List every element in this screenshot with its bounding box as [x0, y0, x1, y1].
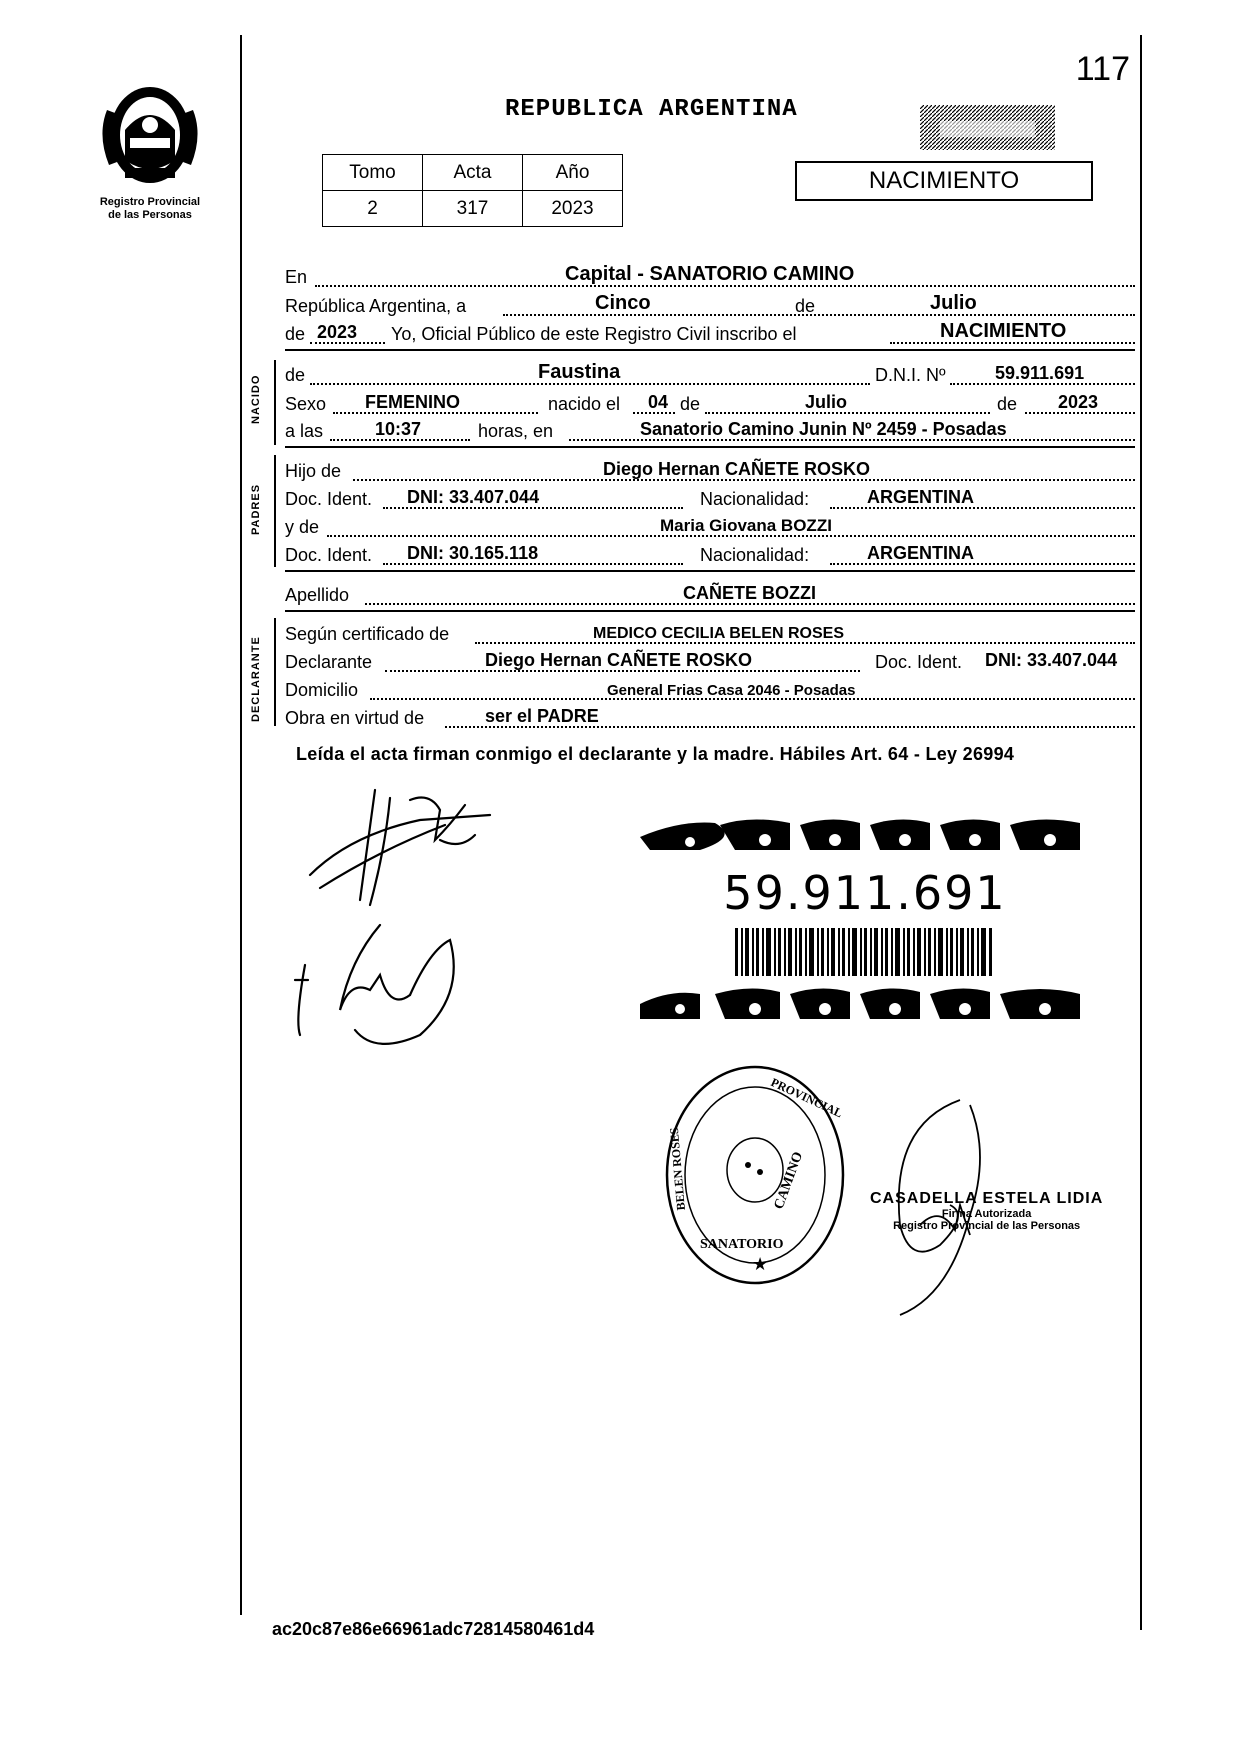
nacido-bracket [274, 360, 276, 445]
birth-de2-label: de [997, 394, 1018, 414]
father-name: Diego Hernan CAÑETE ROSKO [603, 459, 871, 479]
padres-bracket [274, 455, 276, 567]
padres-row-father [285, 456, 1135, 484]
oficial-text: Yo, Oficial Público de este Registro Civil inscribo el [391, 324, 797, 344]
nacido-row-time [285, 416, 1135, 444]
svg-text:BELEN ROSES: BELEN ROSES [666, 1127, 688, 1211]
table-value-acta: 317 [423, 191, 523, 227]
declarante-doc: DNI: 33.407.044 [985, 650, 1118, 670]
father-doc-label: Doc. Ident. [285, 489, 373, 509]
obra-label: Obra en virtud de [285, 708, 425, 728]
table-header-tomo: Tomo [323, 155, 423, 191]
signer-org: Registro Provincial de las Personas [893, 1220, 1081, 1232]
section-divider [285, 570, 1135, 572]
oficial-de-label: de [285, 324, 306, 344]
declarante-value: Diego Hernan CAÑETE ROSKO [485, 650, 753, 670]
birth-place: Sanatorio Camino Junin Nº 2459 - Posadas [640, 419, 1007, 439]
signer-name: CASADELLA ESTELA LIDIA [870, 1190, 1104, 1207]
table-value-ano: 2023 [523, 191, 623, 227]
table-header-acta: Acta [423, 155, 523, 191]
hijo-de-label: Hijo de [285, 461, 342, 481]
right-margin-rule [1140, 35, 1142, 1630]
guilloche-top-icon [640, 815, 1090, 855]
republica-label: República Argentina, a [285, 296, 467, 316]
declarante-bracket [274, 618, 276, 726]
mother-doc-label: Doc. Ident. [285, 545, 373, 565]
mother-nac-label: Nacionalidad: [700, 545, 810, 565]
declarante-row-name [285, 647, 1135, 675]
nacido-row-sexo [285, 389, 1135, 417]
declarante-doc-label: Doc. Ident. [875, 652, 963, 672]
svg-text:★: ★ [752, 1254, 769, 1275]
official-seal-icon [660, 1060, 850, 1290]
document-hash: ac20c87e86e66961adc72814580461d4 [272, 1619, 595, 1639]
a-las-label: a las [285, 421, 324, 441]
father-nationality: ARGENTINA [867, 487, 974, 507]
security-stamp [920, 105, 1055, 150]
cert-value: MEDICO CECILIA BELEN ROSES [593, 625, 844, 642]
apellido-row [285, 580, 1135, 608]
cert-label: Según certificado de [285, 624, 450, 644]
birth-time: 10:37 [375, 419, 422, 439]
declarante-section-label: DECLARANTE [250, 636, 262, 722]
nacido-row-name [285, 360, 1135, 388]
form-row-republica [285, 291, 1135, 319]
republica-day: Cinco [595, 292, 651, 314]
apellido-value: CAÑETE BOZZI [683, 583, 816, 603]
section-divider [285, 349, 1135, 351]
declarante-row-cert [285, 619, 1135, 647]
en-label: En [285, 267, 308, 287]
signatures [290, 780, 550, 1070]
apellido-label: Apellido [285, 585, 350, 605]
left-margin-rule [240, 35, 242, 1615]
dni-number: 59.911.691 [723, 866, 1007, 920]
signer-block [870, 1190, 1103, 1232]
record-type-box: NACIMIENTO [795, 161, 1093, 201]
province-coat-of-arms-icon [95, 80, 205, 190]
declarante-row-obra [285, 703, 1135, 731]
page-number: 117 [1075, 50, 1130, 88]
country-title: REPUBLICA ARGENTINA [505, 96, 798, 123]
child-dni: 59.911.691 [995, 363, 1085, 383]
birth-month: Julio [805, 392, 848, 412]
republica-month: Julio [930, 292, 977, 314]
dni-label: D.N.I. Nº [875, 365, 946, 385]
table-value-tomo: 2 [323, 191, 423, 227]
nacido-de-label: de [285, 365, 306, 385]
padres-section-label: PADRES [250, 483, 262, 535]
registry-logo [85, 80, 215, 222]
nacido-section-label: NACIDO [250, 374, 262, 424]
padres-row-mother [285, 512, 1135, 540]
horas-label: horas, en [478, 421, 554, 441]
signer-role: Firma Autorizada [941, 1208, 1032, 1220]
birth-day: 04 [648, 392, 669, 412]
child-name: Faustina [538, 361, 621, 383]
sexo-label: Sexo [285, 394, 327, 414]
closing-statement: Leída el acta firman conmigo el declarante y la madre. Hábiles Art. 64 - Ley 26994 [296, 744, 1015, 764]
obra-value: ser el PADRE [485, 706, 599, 726]
nacido-el-label: nacido el [548, 394, 621, 414]
table-header-ano: Año [523, 155, 623, 191]
oficial-year: 2023 [317, 322, 358, 342]
birth-de-label: de [680, 394, 701, 414]
en-value: Capital - SANATORIO CAMINO [565, 263, 855, 285]
logo-caption-line2: de las Personas [108, 209, 192, 221]
guilloche-bottom-icon [640, 984, 1090, 1024]
record-table [322, 154, 623, 227]
inscribo-value: NACIMIENTO [940, 320, 1067, 342]
republica-de-label: de [795, 296, 816, 316]
padres-row-mother-doc [285, 540, 1135, 568]
dni-security-block [640, 815, 1090, 1024]
father-nac-label: Nacionalidad: [700, 489, 810, 509]
barcode-icon [735, 928, 995, 976]
logo-caption-line1: Registro Provincial [99, 196, 201, 208]
form-row-en [285, 262, 1135, 290]
mother-name: Maria Giovana BOZZI [660, 516, 832, 535]
father-doc: DNI: 33.407.044 [407, 487, 540, 507]
svg-text:PROVINCIAL: PROVINCIAL [768, 1075, 845, 1121]
section-divider [285, 610, 1135, 612]
mother-nationality: ARGENTINA [867, 543, 974, 563]
domicilio-value: General Frias Casa 2046 - Posadas [607, 682, 856, 699]
svg-text:CAMINO: CAMINO [771, 1149, 807, 1212]
declarante-row-domicilio [285, 675, 1135, 703]
mother-doc: DNI: 30.165.118 [407, 543, 539, 563]
declarante-label: Declarante [285, 652, 373, 672]
sexo-value: FEMENINO [365, 392, 461, 412]
section-divider [285, 446, 1135, 448]
birth-year: 2023 [1058, 392, 1099, 412]
form-row-oficial [285, 319, 1135, 347]
svg-text:SANATORIO: SANATORIO [700, 1237, 784, 1252]
padres-row-father-doc [285, 484, 1135, 512]
domicilio-label: Domicilio [285, 680, 359, 700]
y-de-label: y de [285, 517, 320, 537]
